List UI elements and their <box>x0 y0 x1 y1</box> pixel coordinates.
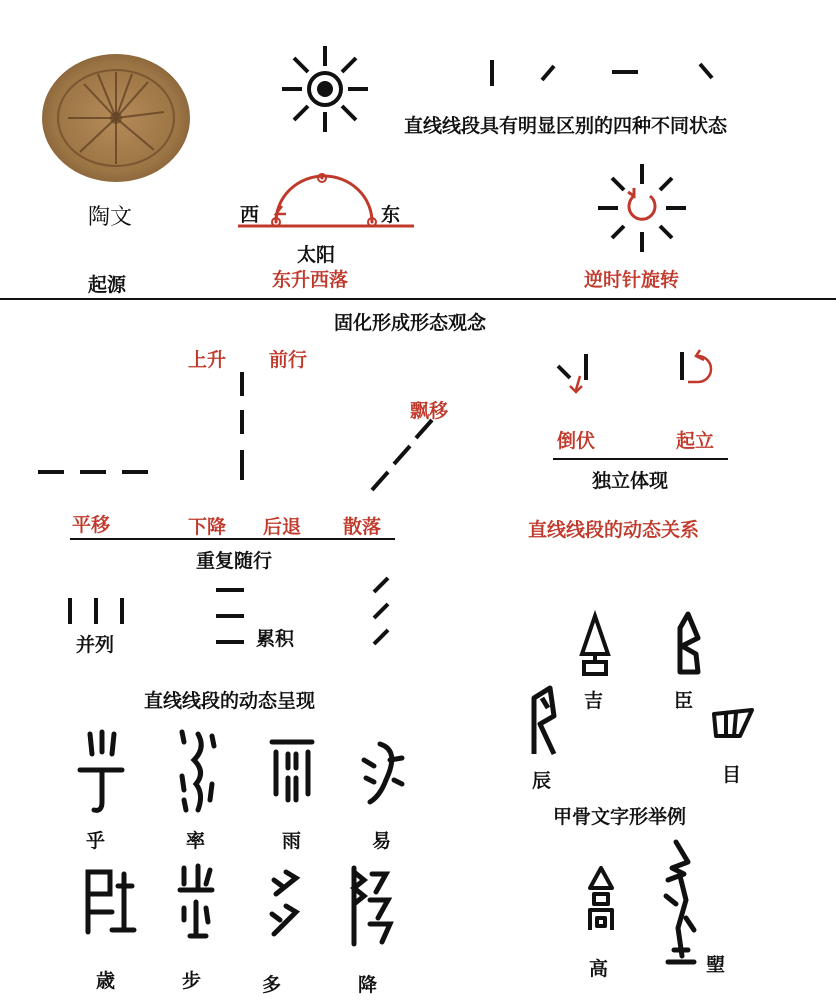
char-label-gao: 高 <box>589 958 609 980</box>
east-label: 东 <box>381 204 401 226</box>
oracle-glyph-lv <box>176 728 220 816</box>
char-label-hu: 乎 <box>86 830 106 852</box>
forward-label: 前行 <box>269 349 308 371</box>
scatter-label: 散落 <box>343 516 382 538</box>
sun-label: 太阳 <box>297 244 336 266</box>
repeat-divider <box>70 538 395 540</box>
drift-label: 飘移 <box>410 400 449 422</box>
west-label: 西 <box>240 204 260 226</box>
oracle-glyph-jiang <box>348 864 394 948</box>
rotating-sun-icon <box>598 164 686 252</box>
oracle-glyph-bu <box>176 864 216 944</box>
pottery-shard-image <box>36 48 196 188</box>
retreat-label: 后退 <box>263 516 302 538</box>
stand-up-label: 起立 <box>676 430 715 452</box>
independent-label: 独立体现 <box>592 470 669 492</box>
oracle-glyph-chen-time <box>526 684 560 758</box>
oracle-glyph-sui <box>82 866 138 938</box>
oracle-examples-caption: 甲骨文字形举例 <box>553 806 687 828</box>
diagonal-stack-diagram <box>370 574 394 650</box>
sunrise-sunset-label: 东升西落 <box>272 269 349 291</box>
line-states-caption: 直线线段具有明显区别的四种不同状态 <box>404 115 728 137</box>
origin-label: 起源 <box>88 274 127 296</box>
char-label-chen-time: 辰 <box>532 770 552 792</box>
side-by-side-label: 并列 <box>76 634 115 656</box>
oracle-glyph-mu <box>710 708 756 740</box>
char-label-ji: 吉 <box>584 690 604 712</box>
dynamic-relation-label: 直线线段的动态关系 <box>528 519 700 541</box>
fall-stand-diagram <box>550 346 740 406</box>
independent-divider <box>553 458 728 460</box>
counterclockwise-label: 逆时针旋转 <box>584 269 680 291</box>
char-label-sui: 歳 <box>96 970 116 992</box>
oracle-glyph-gao <box>586 866 616 934</box>
char-label-wang: 朢 <box>706 954 726 976</box>
char-label-lv: 率 <box>186 830 206 852</box>
section-divider <box>0 298 836 300</box>
accumulate-diagram <box>212 586 248 646</box>
repeat-follow-label: 重复随行 <box>196 550 273 572</box>
oracle-glyph-chen-minister <box>674 610 704 680</box>
pottery-label: 陶文 <box>88 205 133 230</box>
char-label-yi: 易 <box>372 830 392 852</box>
char-label-chen-minister: 臣 <box>674 690 694 712</box>
char-label-jiang: 降 <box>358 974 378 996</box>
oracle-glyph-yu <box>268 738 316 808</box>
translate-label: 平移 <box>72 514 111 536</box>
oracle-glyph-wang <box>660 838 700 970</box>
direction-lines-diagram <box>30 370 440 500</box>
fall-label: 倒伏 <box>557 430 596 452</box>
accumulate-label: 累积 <box>256 628 295 650</box>
char-label-mu: 目 <box>722 764 742 786</box>
oracle-glyph-ji <box>578 614 612 678</box>
rise-label: 上升 <box>188 349 227 371</box>
concept-title: 固化形成形态观念 <box>334 312 487 334</box>
four-line-states-diagram <box>480 58 720 88</box>
sun-icon <box>280 44 370 134</box>
char-label-bu: 步 <box>182 970 202 992</box>
dynamic-presentation-label: 直线线段的动态呈现 <box>144 690 316 712</box>
side-by-side-diagram <box>64 596 130 626</box>
oracle-glyph-yi <box>360 740 406 806</box>
oracle-glyph-duo <box>264 868 300 944</box>
oracle-glyph-hu <box>76 730 126 816</box>
char-label-duo: 多 <box>262 974 282 996</box>
char-label-yu: 雨 <box>282 830 302 852</box>
descend-label: 下降 <box>188 516 227 538</box>
